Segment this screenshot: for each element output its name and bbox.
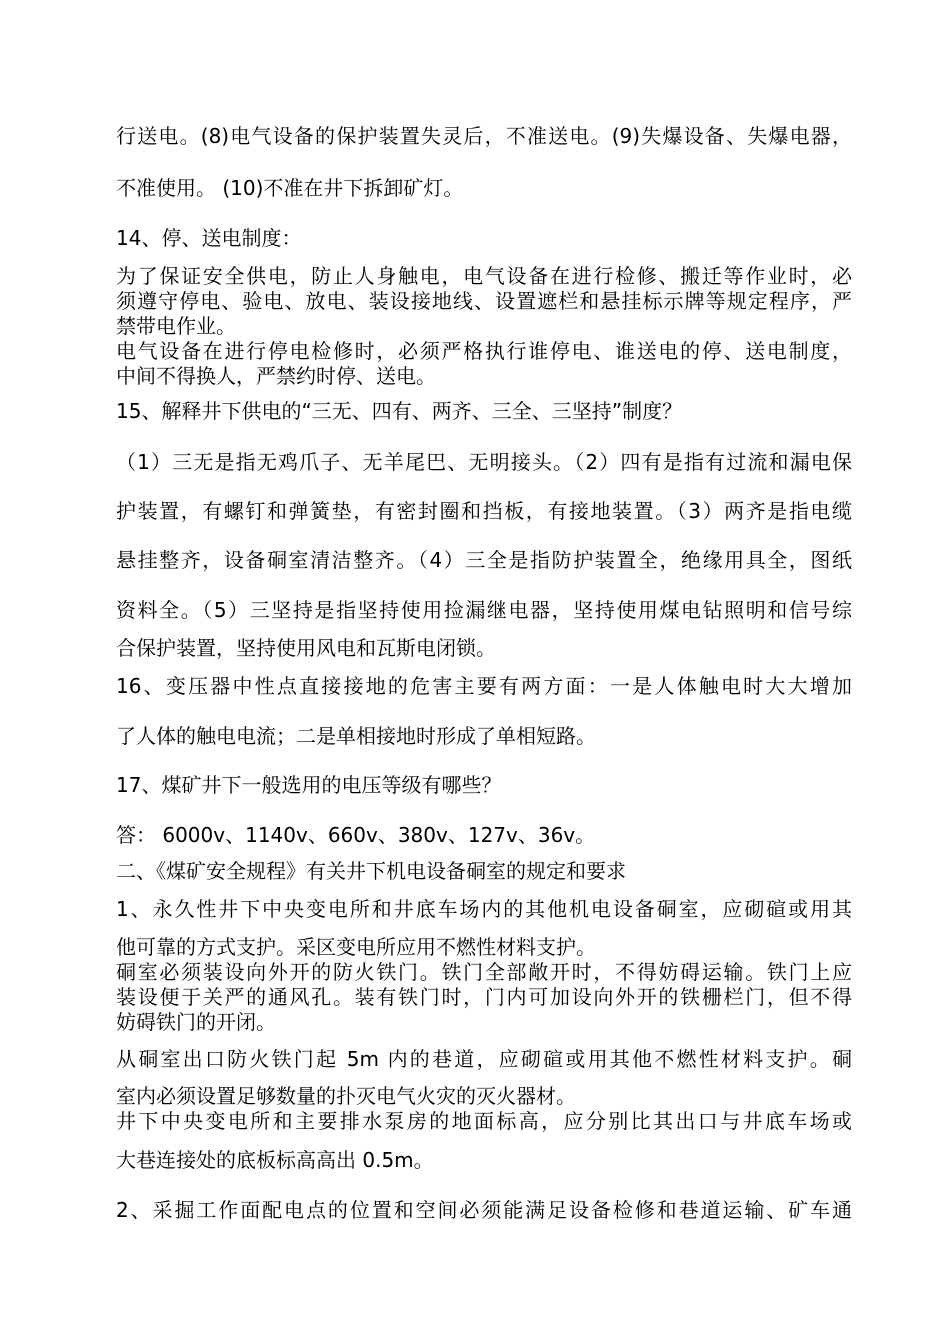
text-line: 合保护装置，坚持使用风电和瓦斯电闭锁。: [116, 636, 496, 660]
text-line: 电气设备在进行停电检修时，必须严格执行谁停电、谁送电的停、送电制度，: [116, 339, 852, 363]
text-line: 他可靠的方式支护。采区变电所应用不燃性材料支护。: [116, 935, 596, 959]
text-line: 井下中央变电所和主要排水泵房的地面标高，应分别比其出口与井底车场或: [116, 1109, 852, 1133]
text-line: 行送电。(8)电气设备的保护装置失灵后，不准送电。(9)失爆设备、失爆电器，: [116, 124, 852, 148]
text-line: 中间不得换人，严禁约时停、送电。: [116, 364, 436, 388]
text-line: 1、永久性井下中央变电所和井底车场内的其他机电设备硐室，应砌碹或用其: [116, 897, 852, 921]
section-heading: 2、采掘工作面配电点的位置和空间必须能满足设备检修和巷道运输、矿车通: [116, 1198, 852, 1222]
text-line: 资料全。（5）三坚持是指坚持使用捡漏继电器，坚持使用煤电钻照明和信号综: [116, 598, 852, 622]
text-line: 为了保证安全供电，防止人身触电，电气设备在进行检修、搬迁等作业时，必: [116, 264, 852, 288]
text-line: 了人体的触电电流；二是单相接地时形成了单相短路。: [116, 724, 596, 748]
text-line: 禁带电作业。: [116, 314, 236, 338]
text-line: 须遵守停电、验电、放电、装设接地线、设置遮栏和悬挂标示牌等规定程序，严: [116, 289, 852, 313]
section-heading: 17、煤矿井下一般选用的电压等级有哪些？: [116, 773, 502, 797]
text-line: 室内必须设置足够数量的扑灭电气火灾的灭火器材。: [116, 1084, 576, 1108]
text-line: 妨碍铁门的开闭。: [116, 1010, 276, 1034]
text-line: 悬挂整齐，设备硐室清洁整齐。（4）三全是指防护装置全，绝缘用具全，图纸: [116, 548, 852, 572]
section-heading: 14、停、送电制度：: [116, 226, 302, 250]
text-line: 不准使用。 (10)不准在井下拆卸矿灯。: [116, 176, 464, 200]
text-line: 装设便于关严的通风孔。装有铁门时，门内可加设向外开的铁栅栏门，但不得: [116, 985, 852, 1009]
answer-line: 答： 6000v、1140v、660v、380v、127v、36v。: [116, 823, 596, 847]
text-line: （1）三无是指无鸡爪子、无羊尾巴、无明接头。（2）四有是指有过流和漏电保: [116, 450, 852, 474]
section-heading: 二、《煤矿安全规程》有关井下机电设备硐室的规定和要求: [116, 859, 626, 883]
text-line: 大巷连接处的底板标高高出 0.5m。: [116, 1148, 434, 1172]
section-heading: 15、解释井下供电的“三无、四有、两齐、三全、三坚持”制度？: [116, 399, 683, 423]
section-heading: 16、变压器中性点直接接地的危害主要有两方面：一是人体触电时大大增加: [116, 674, 852, 698]
text-line: 从硐室出口防火铁门起 5m 内的巷道，应砌碹或用其他不燃性材料支护。硐: [116, 1047, 852, 1071]
text-line: 硐室必须装设向外开的防火铁门。铁门全部敞开时，不得妨碍运输。铁门上应: [116, 960, 852, 984]
text-line: 护装置，有螺钉和弹簧垫，有密封圈和挡板，有接地装置。（3）两齐是指电缆: [116, 499, 852, 523]
